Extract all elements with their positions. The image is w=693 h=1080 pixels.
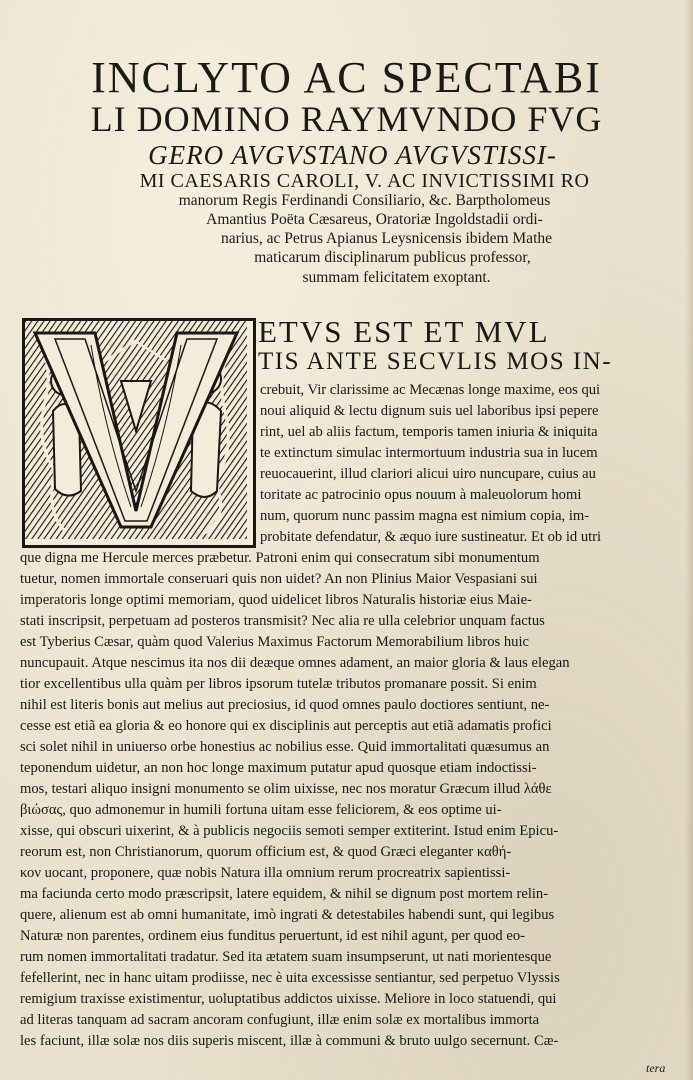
body-line: num, quorum nunc passim magna est nimium copia, im- [260,508,590,524]
body-line: cesse est etiã ea gloria & eo honore qui ex disciplinis aut perceptis aut etiã adamatis profici [20,718,552,734]
body-line: reorum est, non Christianorum, quorum officium est, & quod Græci eleganter καθή- [20,844,512,860]
body-line: te extinctum simulac intermortuum industria sua in lucem [260,445,598,461]
heading-line-4: MI CAESARIS CAROLI, V. AC INVICTISSIMI RO [139,170,590,192]
subheading-line: Amantius Poëta Cæsareus, Oratoriæ Ingoldstadii ordi- [206,211,543,228]
body-line: crebuit, Vir clarissime ac Mecænas longe maxime, eos qui [260,382,601,398]
body-line: βιώσας, quo admonemur in humili fortuna uitam esse feliciorem, & eos optime ui- [20,802,502,818]
body-line: sci solet nihil in uniuerso orbe honestius ac nobilius esse. Quid immortalitati quæsumus an [20,739,550,755]
body-line: teponendum uidetur, an non hoc longe maximum putatur apud quosque etiam indoctissi- [20,760,537,776]
body-line: mos, testari aliquo insigni monumento se olim uixisse, nec nos moratur Græcum illud λάθε [20,781,552,797]
page-edge-shadow [685,0,693,1080]
body-line: noui aliquid & lectu dignum suis uel laboribus ipsi pepere [260,403,599,419]
woodcut-illustration [25,321,247,539]
body-line: κον uocant, proponere, quæ nobis Natura illa omnium rerum procreatrix sapientissi- [20,865,511,881]
body-line: nihil est literis bonis aut melius aut preciosius, id quod omnes paulo doctiores sentiunt, ne- [20,697,550,713]
body-line: reuocauerint, illud clariori alicui uiro nuncupare, cuius au [260,466,596,482]
body-line: Naturæ non parentes, ordinem eius funditus peruertunt, id est nihil agunt, per quod eo- [20,928,525,944]
body-line: fefellerint, nec in hanc uitam prodiisse, nec è uita excessisse sentiantur, sed perpetuo Vlyssis [20,970,560,986]
body-line: est Tyberius Cæsar, quàm quod Valerius Maximus Factorum Memorabilium libros huic [20,634,529,650]
subheading-line: maticarum disciplinarum publicus professor, [254,249,531,266]
dropcap-line-2: TIS ANTE SECVLIS MOS IN- [258,348,613,375]
subheading-line: narius, ac Petrus Apianus Leysnicensis ibidem Mathe [220,230,553,247]
body-line: que digna me Hercule merces præbetur. Patroni enim qui consecratum sibi monumentum [20,550,540,566]
body-line: stati inscripsit, perpetuam ad posteros transmisit? Nec alia re ulla celebrior unquam factus [20,613,545,629]
body-line: probitate defendatur, & æquo iure sustineatur. Et ob id utri [260,529,602,545]
body-line: rint, uel ab aliis factum, temporis tamen iniuria & iniquita [260,424,598,440]
body-line: ad literas tanquam ad sacram ancoram confugiunt, illæ enim solæ ex mortalibus immorta [20,1012,540,1028]
body-line: les faciunt, illæ solæ nos diis superis miscent, illæ à communi & bruto uulgo secernunt. Cæ- [20,1033,559,1049]
decorated-initial-v [22,318,256,548]
body-line: tior excellentibus ulla quàm per libros ipsorum tutelæ tributos promanare possit. Si enim [20,676,537,692]
dropcap-line-1: ETVS EST ET MVL [258,314,550,349]
body-line: remigium traxisse existimentur, uoluptatibus addictos uixisse. Meliore in loco statuendi, qui [20,991,557,1007]
heading-line-1: INCLYTO AC SPECTABI [91,53,602,102]
body-line: toritate ac patrocinio opus nouum à maleuolorum homi [260,487,582,503]
subheading-line: summam felicitatem exoptant. [302,269,491,286]
body-line: imperatoris longe optimi memoriam, quod uidelicet libros Naturalis historiæ eius Maie- [20,592,532,608]
catchword: tera [646,1061,666,1075]
body-line: ma faciunda certo modo præscripsit, latere equidem, & nihil se dignum post mortem relin- [20,886,549,902]
heading-line-3: GERO AVGVSTANO AVGVSTISSI- [148,140,557,170]
body-line: nuncupauit. Atque nescimus ita nos dii deæque omnes adament, an maior gloria & laus elegan [20,655,570,671]
heading-line-2: LI DOMINO RAYMVNDO FVG [90,99,603,139]
body-line: quere, alienum est ab omni humanitate, imò ingrati & detestabiles habendi sunt, qui legibus [20,907,555,923]
body-line: rum nomen immortalitati tradatur. Sed ita ætatem suam insumpserunt, ut nati morientesque [20,949,552,965]
subheading-line: manorum Regis Ferdinandi Consiliario, &c. Barptholomeus [178,192,551,209]
body-line: tuetur, nomen immortale conseruari quis non uidet? An non Plinius Maior Vespasiani sui [20,571,538,587]
body-line: xisse, qui obscuri uixerint, & à publicis negociis semoti semper extiterint. Istud enim Epicu- [20,823,559,839]
